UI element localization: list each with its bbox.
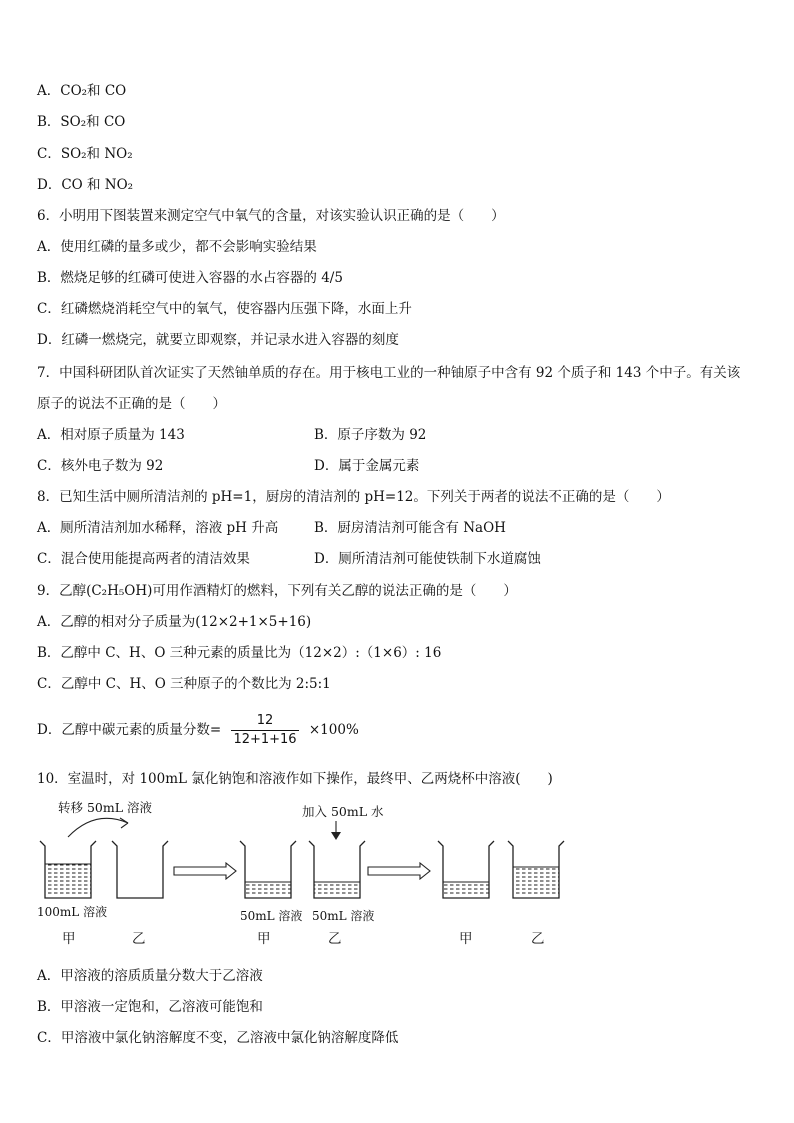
q5-option-d: D．CO 和 NO₂: [37, 177, 134, 193]
mass-fraction: [231, 712, 298, 749]
q10-option-c: C．甲溶液中氯化钠溶解度不变，乙溶液中氯化钠溶解度降低: [37, 1030, 399, 1046]
q5-option-b: B．SO₂和 CO: [37, 114, 126, 130]
q7-option-b: B．原子序数为 92: [314, 427, 427, 443]
fraction-denominator: 12+1+16: [233, 732, 297, 747]
add-water-label: 加入 50mL 水: [302, 804, 384, 819]
q8-option-d: D．厕所清洁剂可能使铁制下水道腐蚀: [314, 551, 541, 567]
q10-option-a: A．甲溶液的溶质质量分数大于乙溶液: [37, 968, 263, 984]
beaker1-volume-label: 100mL 溶液: [37, 905, 108, 919]
q9-option-d-suffix: ×100%: [308, 722, 359, 738]
beaker-yi-final: [508, 841, 564, 898]
q8-option-a: A．厕所清洁剂加水稀释，溶液 pH 升高: [37, 520, 279, 536]
q9-option-d-prefix: D．乙醇中碳元素的质量分数=: [37, 722, 222, 738]
label-yi-2: 乙: [328, 931, 342, 947]
beaker-experiment-diagram: [0, 795, 794, 955]
q5-option-c: C．SO₂和 NO₂: [37, 146, 133, 162]
beaker-jia-middle: [240, 841, 296, 898]
beaker-jia-initial: [40, 841, 96, 898]
beaker-yi-initial: [112, 841, 168, 898]
q10-stem: 10．室温时，对 100mL 氯化钠饱和溶液作如下操作，最终甲、乙两烧杯中溶液( ): [37, 771, 553, 787]
q8-option-b: B．厨房清洁剂可能含有 NaOH: [314, 520, 506, 536]
q9-option-a: A．乙醇的相对分子质量为(12×2+1×5+16): [37, 614, 312, 630]
q9-stem: 9．乙醇(C₂H₅OH)可用作酒精灯的燃料，下列有关乙醇的说法正确的是（ ）: [37, 583, 517, 599]
q9-option-c: C．乙醇中 C、H、O 三种原子的个数比为 2:5:1: [37, 676, 331, 692]
add-water-arrow-head: [331, 832, 341, 840]
q6-option-a: A．使用红磷的量多或少，都不会影响实验结果: [37, 239, 317, 255]
q8-stem: 8．已知生活中厕所清洁剂的 pH=1，厨房的清洁剂的 pH=12。下列关于两者的说法不正确的是（ ）: [37, 489, 670, 505]
q10-option-b: B．甲溶液一定饱和，乙溶液可能饱和: [37, 999, 263, 1015]
label-jia-3: 甲: [459, 931, 473, 947]
q6-option-b: B．燃烧足够的红磷可使进入容器的水占容器的 4/5: [37, 270, 343, 286]
beaker-jia-final: [438, 841, 494, 898]
transfer-label: 转移 50mL 溶液: [58, 800, 153, 815]
q9-option-d: [37, 710, 359, 750]
label-yi-1: 乙: [132, 931, 146, 947]
q6-option-d: D．红磷一燃烧完，就要立即观察，并记录水进入容器的刻度: [37, 332, 399, 348]
q5-option-a: A．CO₂和 CO: [37, 83, 127, 99]
beaker-yi-middle: [309, 841, 365, 898]
beaker3-volume-label: 50mL 溶液: [240, 909, 303, 923]
label-jia-1: 甲: [62, 931, 76, 947]
q9-option-b: B．乙醇中 C、H、O 三种元素的质量比为（12×2）:（1×6）: 16: [37, 645, 442, 661]
q7-option-c: C．核外电子数为 92: [37, 458, 164, 474]
label-yi-3: 乙: [531, 931, 545, 947]
beaker4-volume-label: 50mL 溶液: [312, 909, 375, 923]
process-arrow-2: [368, 863, 430, 879]
q7-stem-line1: 7．中国科研团队首次证实了天然铀单质的存在。用于核电工业的一种铀原子中含有 92 个质子和 143 个中子。有关该: [37, 365, 741, 381]
q6-stem: 6．小明用下图装置来测定空气中氧气的含量，对该实验认识正确的是（ ）: [37, 208, 505, 224]
fraction-numerator: 12: [231, 712, 298, 731]
q7-option-a: A．相对原子质量为 143: [37, 427, 185, 443]
process-arrow-1: [174, 863, 236, 879]
q7-option-d: D．属于金属元素: [314, 458, 420, 474]
label-jia-2: 甲: [257, 931, 271, 947]
q8-option-c: C．混合使用能提高两者的清洁效果: [37, 551, 250, 567]
q7-stem-line2: 原子的说法不正确的是（ ）: [37, 396, 226, 412]
transfer-arrow: [68, 818, 128, 837]
q6-option-c: C．红磷燃烧消耗空气中的氧气，使容器内压强下降，水面上升: [37, 301, 412, 317]
